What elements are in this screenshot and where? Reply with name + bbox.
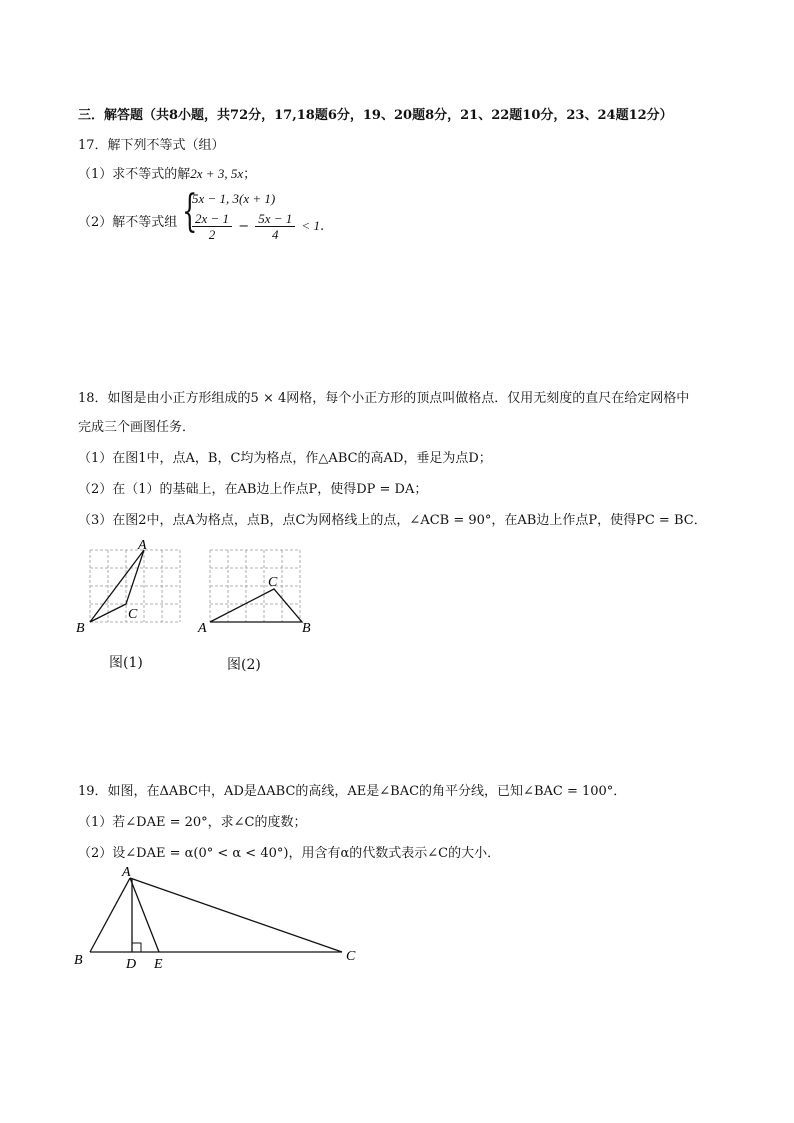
q19-right-angle-mark (132, 943, 141, 952)
q19-label-E: E (154, 957, 163, 972)
fig2-triangle (210, 589, 302, 622)
q19-label-B: B (74, 953, 83, 968)
q19-part2: （2）设∠DAE = α(0° < α < 40°)，用含有α的代数式表示∠C的大小． (78, 846, 501, 861)
q18-part1: （1）在图1中，点A，B，C均为格点，作△ABC的高AD，垂足为点D； (78, 451, 492, 466)
q19-label-C: C (346, 949, 356, 964)
q17-part1 (78, 163, 256, 182)
q19-figure (70, 860, 370, 975)
q17-title: 17．解下列不等式（组） (78, 138, 225, 153)
q17-system-line2 (190, 211, 324, 242)
fig1-label-B: B (76, 621, 85, 636)
q17-minus: − (238, 219, 250, 234)
q18-part3: （3）在图2中，点A为格点，点B，点C为网格线上的点，∠ACB = 90°，在AB边上作点P，使得PC = BC． (78, 513, 707, 528)
q19-bisector-AE (130, 878, 159, 952)
fig1-label-A: A (138, 538, 147, 553)
q19-line1: 19．如图，在ΔABC中，AD是ΔABC的高线，AE是∠BAC的角平分线，已知∠BAC = 100°． (78, 784, 627, 799)
q17-inequality-tail: < 1 (301, 218, 320, 233)
fig1-label-C: C (128, 607, 138, 622)
q17-fraction-1: $\frac{2x - 1}{2}$ (192, 211, 232, 242)
fig2-label-B: B (302, 621, 311, 636)
q19-side-AC (130, 878, 342, 952)
q18-figure-1 (74, 536, 194, 636)
q17-fraction-2: $\frac{5x - 1}{4}$ (255, 211, 295, 242)
q19-label-A: A (122, 865, 131, 880)
q19-side-AB (90, 878, 130, 952)
q18-line2: 完成三个画图任务． (78, 420, 196, 435)
fig2-grid (210, 550, 300, 622)
fig2-caption: 图(2) (227, 657, 261, 673)
q19-part1: （1）若∠DAE = 20°，求∠C的度数； (78, 815, 307, 830)
q17-part1-math: 2x + 3, 5x (190, 166, 244, 181)
q18-part2: （2）在（1）的基础上，在AB边上作点P，使得DP = DA； (78, 482, 428, 497)
q17-part1-suffix: ； (243, 167, 257, 182)
q17-end: . (319, 219, 325, 234)
q17-part1-prefix: （1）求不等式的解 (78, 167, 191, 182)
section-header: 三．解答题（共8小题，共72分，17,18题6分，19、20题8分，21、22题10分，23、24题12分） (78, 108, 673, 123)
fig1-caption: 图(1) (109, 655, 143, 671)
q17-system-line1: 5x − 1, 3(x + 1) (192, 191, 276, 206)
q17-part2-prefix: （2）解不等式组 (78, 215, 178, 230)
q18-figure-2 (196, 536, 326, 636)
fig2-label-A: A (198, 621, 207, 636)
fig2-label-C: C (268, 575, 278, 590)
q17-system-brace: { (182, 186, 198, 237)
q18-line1: 18．如图是由小正方形组成的5 × 4网格，每个小正方形的顶点叫做格点．仅用无刻度的直尺在给定网格中 (78, 391, 690, 406)
q19-label-D: D (126, 957, 137, 972)
